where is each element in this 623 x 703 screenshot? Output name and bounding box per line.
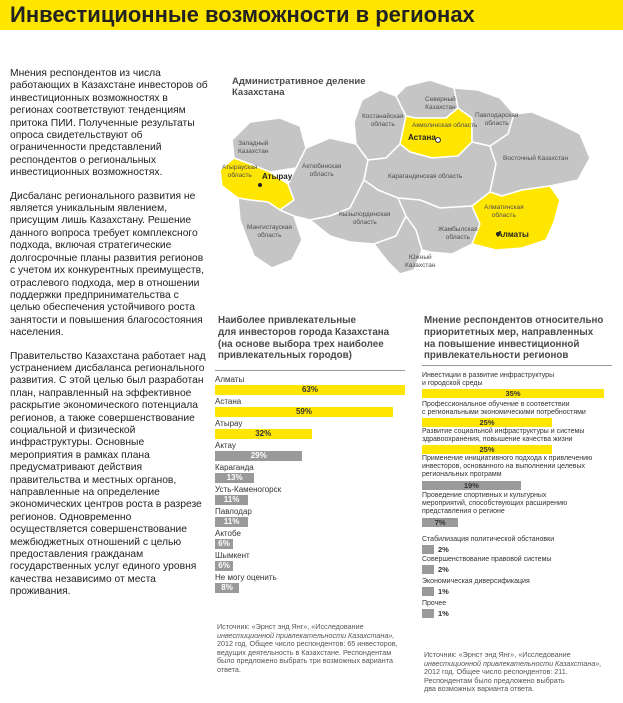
map-title-line: Административное деление <box>232 76 366 87</box>
right-chart-source: Источник: «Эрнст энд Янг», «Исследование инвестиционной привлекательности Казахстана», 2012 год. Общее число респондентов: 211. Респондентам было предложено выбрать два возможных варианта ответа. <box>424 650 602 694</box>
right-chart-value: 1% <box>438 609 449 619</box>
right-chart-category <box>422 401 612 417</box>
left-chart-category: Не могу оценить <box>215 573 277 582</box>
left-chart-rule <box>215 370 405 371</box>
left-chart-row <box>215 485 405 507</box>
left-chart-value: 63% <box>301 385 318 394</box>
left-chart-value: 8% <box>221 583 233 592</box>
left-chart-row <box>215 573 405 595</box>
title-bar <box>0 0 623 30</box>
right-chart-bar <box>422 445 552 454</box>
right-chart-value: 1% <box>438 587 449 597</box>
map-title-line: Казахстана <box>232 87 285 98</box>
right-chart-row <box>422 600 612 618</box>
left-chart-category: Атырау <box>215 419 243 428</box>
city-label-astana: Астана <box>408 133 436 142</box>
page-title: Инвестиционные возможности в регионах <box>10 2 475 27</box>
map-title <box>232 76 372 98</box>
intro-paragraph: Правительство Казахстана работает над устранением дисбаланса регионального развития. С этой целью был разработан план, направленный на эффективное раскрытие экономического потенциала регионов, а также совершенствование социальной и физической инфраструктуры. Основные мероприятия в рамках плана предусматривают действия правительства и местных органов, направленные на определение экономических центров роста в разрезе регионов. Одновременно осуществляется совершенствование межбюджетных отношений с целью предоставления гражданам государственных услуг единого уровня качества независимо от места проживания. <box>10 350 206 598</box>
right-chart-bar <box>422 418 552 427</box>
right-chart-category <box>422 492 612 517</box>
right-chart-category-line: Проведение спортивных и культурных <box>422 492 547 499</box>
region-label-kyzylorda: Кызылординская область <box>339 211 391 226</box>
left-chart-bar <box>215 473 254 483</box>
right-chart-category-line: Профессиональное обучение в соответствии <box>422 401 570 408</box>
right-chart-row <box>422 372 612 398</box>
right-chart-category-line: Применение инициативного подхода к привлечению <box>422 455 593 462</box>
right-chart-category-line: Инвестиции в развитие инфраструктуры <box>422 372 555 379</box>
left-chart-bar <box>215 495 248 505</box>
left-chart-bar <box>215 385 405 395</box>
right-chart-bar <box>422 481 521 490</box>
region-label-yuzhny: Южный Казахстан <box>405 254 436 269</box>
left-chart-bar <box>215 583 239 593</box>
right-chart-category <box>422 372 612 388</box>
right-chart-category-line: Совершенствование правовой системы <box>422 556 552 563</box>
left-chart-category: Шымкент <box>215 551 250 560</box>
left-chart-row <box>215 375 405 397</box>
right-chart-category-line: Прочее <box>422 600 447 607</box>
right-chart-value: 19% <box>463 480 479 490</box>
city-label-atyrau: Атырау <box>262 172 293 181</box>
right-chart-row <box>422 492 612 527</box>
intro-text <box>10 68 208 610</box>
left-chart-row <box>215 529 405 551</box>
left-chart-bar <box>215 407 393 417</box>
left-chart-category: Павлодар <box>215 507 252 516</box>
left-chart-bar <box>215 451 302 461</box>
left-chart-source: Источник: «Эрнст энд Янг», «Исследование инвестиционной привлекательности Казахстана», 2012 год. Общее число респондентов: 65 инвесторов, ведущих деятельность в Казахстане. Респондентам было предложено выбрать три возможных варианта ответа. <box>217 622 398 674</box>
left-chart-bar <box>215 429 312 439</box>
left-chart-category: Усть-Каменогорск <box>215 485 282 494</box>
right-chart-category-line: Развитие социальной инфраструктуры и системы <box>422 428 585 435</box>
left-chart-category: Караганда <box>215 463 254 472</box>
left-chart-value: 13% <box>226 473 243 482</box>
right-chart-category <box>422 428 612 444</box>
region-label-zhambyl: Жамбылская область <box>438 226 478 241</box>
left-chart-value: 11% <box>223 517 240 526</box>
left-chart-value: 32% <box>255 429 272 438</box>
left-chart-value: 29% <box>250 451 267 460</box>
intro-paragraph: Дисбаланс регионального развития не является уникальным явлением, присущим лишь Казахстану. Решение данного вопроса требует комплексного подхода, включая стратегические долгосрочные планы развития регионов с учетом их конкурентных преимуществ, отраслевого подхода, мер в отношении поддержки предпринимательства с целью обеспечения устойчивого роста занятости и повышения благосостояния населения. <box>10 190 204 339</box>
left-chart-value: 6% <box>218 539 230 548</box>
left-chart-row <box>215 551 405 573</box>
left-chart-row <box>215 397 405 419</box>
right-chart-bar <box>422 518 458 527</box>
right-chart-row <box>422 401 612 427</box>
atyrau-marker <box>258 183 262 187</box>
right-chart-category-line: региональных программ <box>422 471 502 479</box>
right-chart-category-line: инвесторов, основанного на выполнении целевых <box>422 463 586 471</box>
right-chart-bar <box>422 587 449 597</box>
region-label-mangistau: Мангистауская область <box>247 224 292 239</box>
right-chart-row <box>422 578 612 596</box>
left-chart-row <box>215 507 405 529</box>
right-chart-value: 35% <box>505 389 521 399</box>
right-chart-value: 7% <box>434 517 446 527</box>
left-chart-value: 6% <box>218 561 230 570</box>
right-chart-category-line: здравоохранения, повышение качества жизни <box>422 436 573 444</box>
right-chart-row <box>422 455 612 490</box>
intro-paragraph: Мнения респондентов из числа работающих в Казахстане инвесторов об инвестиционных возможностях в регионах соответствуют тенденциям притока ПИИ. Полученные результаты опроса свидетельствуют об ограниченности представлений респондентов о региональных инвестиционных возможностях. <box>10 68 208 179</box>
city-label-almaty: Алматы <box>497 230 529 239</box>
right-chart-row <box>422 428 612 454</box>
region-label-severny: Северный Казахстан <box>425 96 456 111</box>
right-chart-category-line: представления о регионе <box>422 508 505 516</box>
right-chart-category <box>422 578 612 586</box>
right-chart-bar <box>422 565 449 575</box>
right-chart-category-line: и городской среды <box>422 380 483 388</box>
left-chart-category: Актобе <box>215 529 241 538</box>
astana-marker <box>436 138 441 143</box>
right-chart-value: 25% <box>479 418 495 428</box>
right-chart-bar <box>422 545 449 555</box>
right-chart-value: 2% <box>438 565 449 575</box>
left-chart-value: 11% <box>223 495 240 504</box>
right-chart-row <box>422 536 612 554</box>
region-label-karaganda: Карагандинская область <box>388 173 463 180</box>
left-chart-title: Наиболее привлекательные для инвесторов города Казахстана (на основе выбора трех наиболее привлекательных городов) <box>218 315 390 362</box>
left-chart-value: 59% <box>295 407 312 416</box>
right-chart-value: 25% <box>479 445 495 455</box>
right-chart-category <box>422 556 612 564</box>
right-chart-category <box>422 455 612 480</box>
left-chart-bar <box>215 517 248 527</box>
left-chart-row <box>215 441 405 463</box>
region-label-pavlodar: Павлодарская область <box>475 112 519 127</box>
left-chart-row <box>215 463 405 485</box>
right-chart-bar <box>422 609 449 619</box>
left-chart-category: Астана <box>215 397 242 406</box>
right-chart-category-line: мероприятий, способствующих расширению <box>422 500 568 508</box>
left-chart-bar <box>215 539 233 549</box>
right-chart-category-line: Стабилизация политической обстановки <box>422 536 555 543</box>
right-chart-category-line: с региональными экономическими потребностями <box>422 409 586 417</box>
region-label-akmola: Акмолинская область <box>412 122 478 129</box>
left-chart-row <box>215 419 405 441</box>
right-chart-category <box>422 536 612 544</box>
right-chart-category <box>422 600 612 608</box>
region-label-kostanay: Костанайская область <box>362 113 404 128</box>
region-label-vostochny: Восточный Казахстан <box>503 155 569 162</box>
region-label-atyrau: Атырауская область <box>222 164 258 179</box>
left-chart-bar <box>215 561 233 571</box>
region-label-almaty-obl: Алматинская область <box>484 204 524 219</box>
right-chart-row <box>422 556 612 574</box>
left-chart-category: Актау <box>215 441 236 450</box>
left-chart-category: Алматы <box>215 375 245 384</box>
right-chart-bar <box>422 389 604 398</box>
region-label-zapadny: Западный Казахстан <box>238 140 269 155</box>
right-chart-value: 2% <box>438 545 449 555</box>
right-chart-rule <box>422 365 612 366</box>
right-chart-title: Мнение респондентов относительно приоритетных мер, направленных на повышение инвестиционной привлекательности регионов <box>424 315 604 362</box>
left-chart <box>215 375 405 595</box>
right-chart-category-line: Экономическая диверсификация <box>422 578 530 585</box>
region-label-aktobe: Актюбинская область <box>302 163 342 178</box>
